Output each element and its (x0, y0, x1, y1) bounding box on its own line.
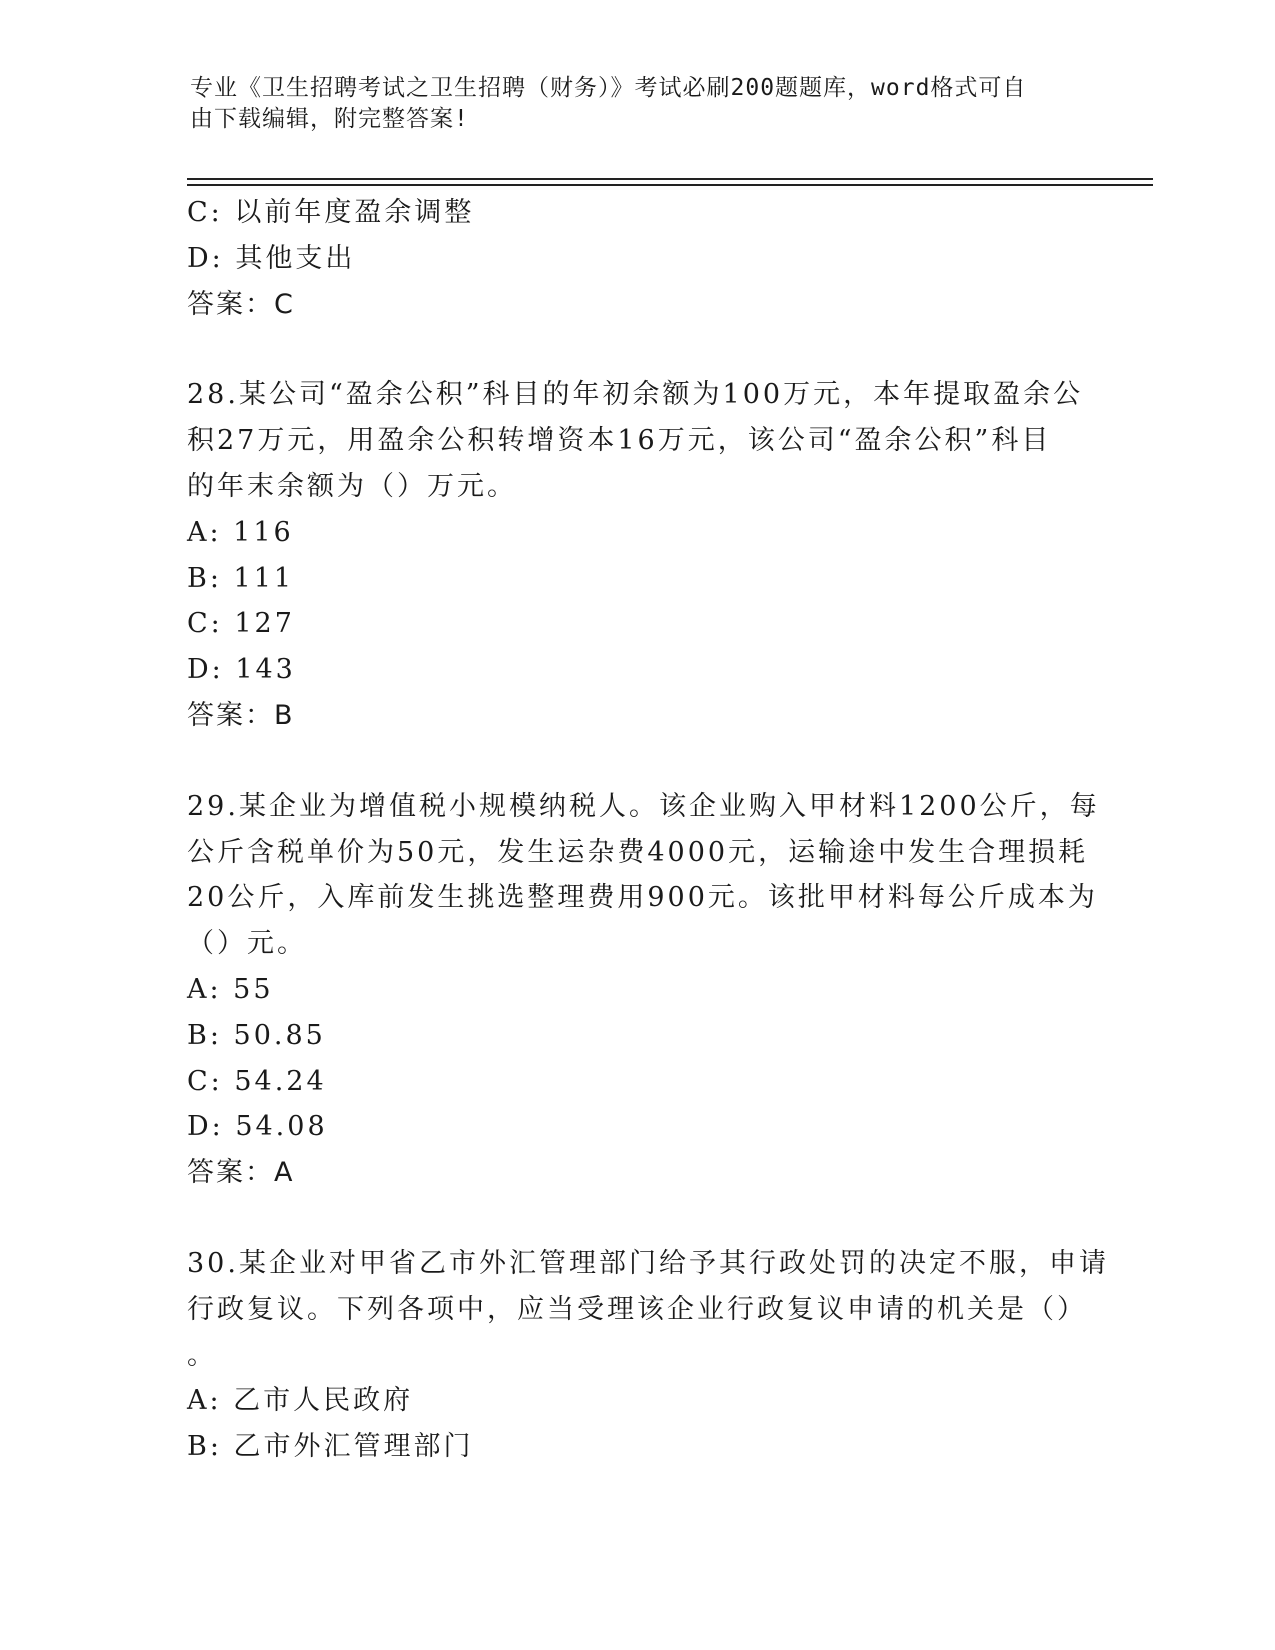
option-d: D: 54.08 (187, 1111, 328, 1143)
option-b: B: 乙市外汇管理部门 (187, 1431, 474, 1463)
header-divider-bottom (187, 184, 1153, 186)
question-line: （）元。 (187, 928, 307, 960)
question-stem (187, 1241, 1109, 1378)
question-line: 30.某企业对甲省乙市外汇管理部门给予其行政处罚的决定不服，申请 (187, 1247, 1109, 1279)
question-29 (187, 784, 1100, 1196)
previous-question-tail (187, 190, 1087, 327)
spacer (187, 739, 1087, 784)
question-line: 。 (187, 1339, 217, 1371)
header-line-2: 由下载编辑，附完整答案! (190, 106, 469, 132)
option-c: C: 54.24 (187, 1065, 327, 1097)
document-body (187, 190, 1109, 1470)
question-line: 公斤含税单价为50元，发生运杂费4000元，运输途中发生合理损耗 (187, 836, 1089, 868)
question-line: 29.某企业为增值税小规模纳税人。该企业购入甲材料1200公斤，每 (187, 790, 1100, 822)
option-a: A: 116 (187, 516, 294, 548)
question-line: 的年末余额为（）万元。 (187, 470, 517, 502)
option-a: A: 乙市人民政府 (187, 1385, 414, 1417)
answer-line: 答案：A (187, 1157, 295, 1189)
spacer (187, 1196, 1087, 1241)
question-line: 20公斤，入库前发生挑选整理费用900元。该批甲材料每公斤成本为 (187, 882, 1098, 914)
option-c: C: 127 (187, 608, 295, 640)
option-b: B: 50.85 (187, 1019, 326, 1051)
question-line: 积27万元，用盈余公积转增资本16万元，该公司“盈余公积”科目 (187, 425, 1052, 457)
answer-line: 答案：B (187, 699, 295, 731)
option-c: C: 以前年度盈余调整 (187, 197, 475, 228)
question-30 (187, 1241, 1109, 1470)
header-line-1: 专业《卫生招聘考试之卫生招聘（财务）》考试必刷200题题库，word格式可自 (190, 75, 1027, 101)
answer-line: 答案：C (187, 288, 295, 320)
question-line: 28.某公司“盈余公积”科目的年初余额为100万元，本年提取盈余公 (187, 379, 1084, 411)
question-stem (187, 784, 1100, 967)
spacer (187, 327, 1087, 372)
option-b: B: 111 (187, 562, 295, 594)
question-28 (187, 372, 1087, 738)
option-d: D: 143 (187, 654, 296, 686)
option-d: D: 其他支出 (187, 242, 356, 274)
option-a: A: 55 (187, 973, 274, 1005)
header-divider-top (187, 178, 1153, 180)
document-header (190, 73, 1090, 135)
question-stem (187, 372, 1087, 509)
question-line: 行政复议。下列各项中，应当受理该企业行政复议申请的机关是（） (187, 1293, 1087, 1325)
